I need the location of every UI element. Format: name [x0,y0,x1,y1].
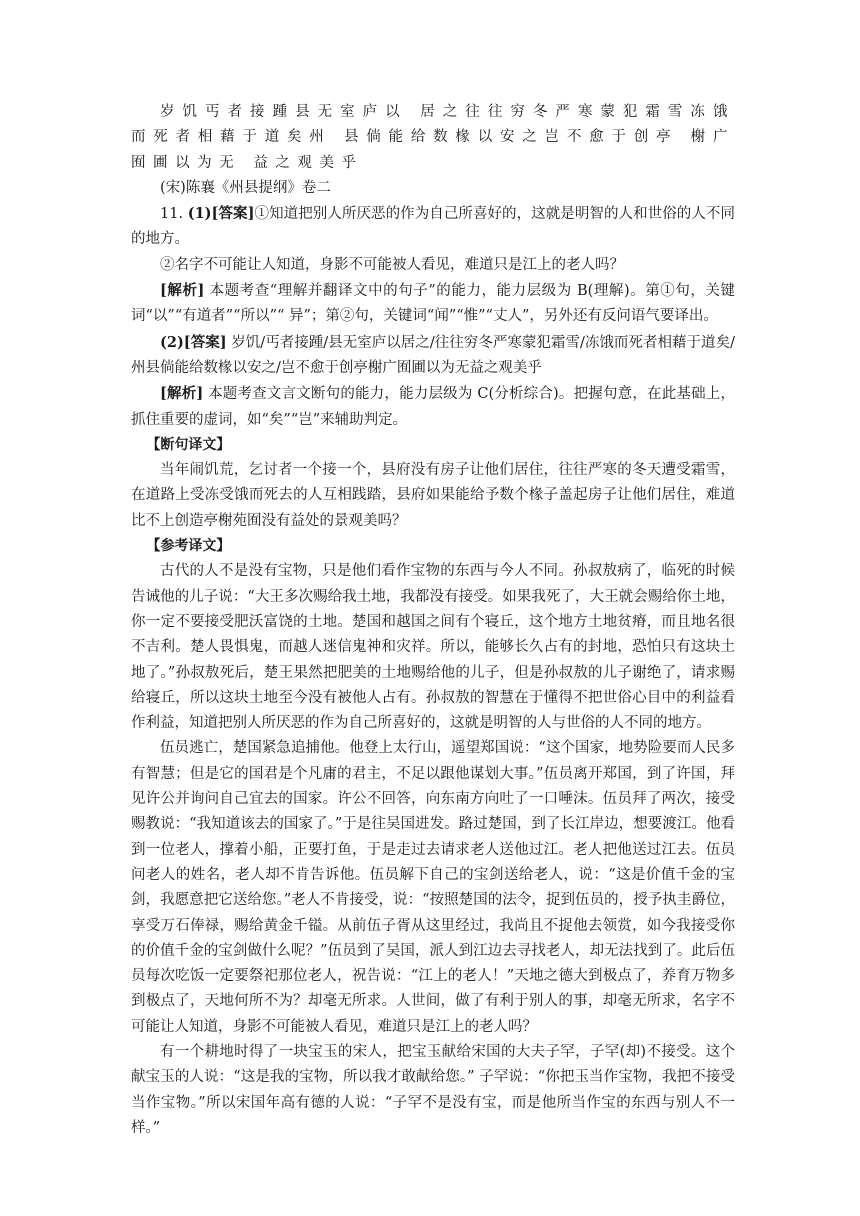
unpunctuated-passage: 岁饥丐者接踵县无室庐以 居之往往穷冬严寒蒙犯霜雪冻饿而死者相藉于道矣州 县倘能给数椽以安之岂不愈于创亭 榭广囿圃以为无 益之观美乎 [131,104,735,171]
reference-translation-para-1: 古代的人不是没有宝物，只是他们看作宝物的东西与今人不同。孙叔敖病了，临死的时候告诫他的儿子说：“大王多次赐给我土地，我都没有接受。如果我死了，大王就会赐给你土地，你一定不要接受肥沃富饶的土地。楚国和越国之间有个寝丘，这个地方土地贫瘠，而且地名很不吉利。楚人畏惧鬼，而越人迷信鬼神和灾祥。所以，能够长久占有的封地，恐怕只有这块土地了。”孙叔敖死后，楚王果然把肥美的土地赐给他的儿子，但是孙叔敖的儿子谢绝了，请求赐给寝丘，所以这块土地至今没有被他人占有。孙叔敖的智慧在于懂得不把世俗心目中的利益看作利益，知道把别人所厌恶的作为自己所喜好的，这就是明智的人与世俗的人不同的地方。 [131,563,735,732]
section-heading-punctuation-translation: 【断句译文】 [146,436,231,453]
reference-translation-para-2: 伍员逃亡，楚国紧急追捕他。他登上太行山，遥望郑国说：“这个国家，地势险要而人民多有智慧；但是它的国君是个凡庸的君主，不足以跟他谋划大事。”伍员离开郑国，到了许国，拜见许公并询问自己宜去的国家。许公不回答，向东南方向吐了一口唾沫。伍员拜了两次，接受赐教说：“我知道该去的国家了。”于是往吴国进发。路过楚国，到了长江岸边，想要渡江。他看到一位老人，撑着小船，正要打鱼，于是走过去请求老人送他过江。老人把他送过江去。伍员问老人的姓名，老人却不肯告诉他。伍员解下自己的宝剑送给老人，说：“这是价值千金的宝剑，我愿意把它送给您。”老人不肯接受，说：“按照楚国的法令，捉到伍员的，授予执圭爵位，享受万石俸禄，赐给黄金千镒。从前伍子胥从这里经过，我尚且不捉他去领赏，如今我接受你的价值千金的宝剑做什么呢？”伍员到了吴国，派人到江边去寻找老人，却无法找到了。此后伍员每次吃饭一定要祭祀那位老人，祝告说：“江上的老人！”天地之德大到极点了，养育万物多到极点了，天地何所不为？却毫无所求。人世间，做了有利于别人的事，却毫无所求，名字不可能让人知道，身影不可能被人看见，难道只是江上的老人吗？ [131,740,735,1035]
q11-answer-1 [131,201,735,253]
question-number: 11. [160,206,184,223]
answer-text: ①知道把别人所厌恶的作为自己所喜好的，这就是明智的人和世俗的人不同的地方。 [131,206,735,248]
q11-answer-2: ②名字不可能让人知道，身影不可能被人看见，难道只是江上的老人吗？ [160,256,624,273]
analysis-tag-2: [解析] [160,385,204,403]
section-heading-reference-translation: 【参考译文】 [146,538,231,555]
analysis-text-2: 本题考查文言文断句的能力，能力层级为 C(分析综合)。把握句意，在此基础上，抓住重要的虚词，如“矣”“岂”来辅助判定。 [131,386,736,428]
reference-translation-para-3: 有一个耕地时得了一块宝玉的宋人，把宝玉献给宋国的大夫子罕，子罕(却)不接受。这个献宝玉的人说：“这是我的宝物，所以我才敢献给您。” 子罕说：“你把玉当作宝物，我把不接受当作宝物。”所以宋国年高有德的人说：“子罕不是没有宝，而是他所当作宝的东西与别人不一样。” [131,1043,735,1136]
q11-analysis-2 [131,381,735,433]
source-citation: (宋)陈襄《州县提纲》卷二 [160,179,331,196]
q11-answer-part2 [131,330,735,382]
answer-tag-2: (2)[答案] [160,333,227,351]
analysis-text: 本题考查“理解并翻译文中的句子”的能力，能力层级为 B(理解)。第①句，关键词“以”“有道者”“所以”“ 异”；第②句，关键词“闻”“惟”“丈人”，另外还有反问语气要译出。 [131,283,735,325]
answer-tag: (1)[答案] [187,205,255,223]
punctuation-translation-text: 当年闹饥荒，乞讨者一个接一个，县府没有房子让他们居住，往往严寒的冬天遭受霜雪，在道路上受冻受饿而死去的人互相践踏，县府如果能给予数个椽子盖起房子让他们居住，难道比不上创造亭榭苑囿没有益处的景观美吗？ [131,462,735,529]
document-page [131,100,735,1141]
answer-text-2: 岁饥/丐者接踵/县无室庐以居之/往往穷冬严寒蒙犯霜雪/冻饿而死者相藉于道矣/州县倘能给数椽以安之/岂不愈于创亭榭广囿圃以为无益之观美乎 [131,334,735,376]
analysis-tag: [解析] [160,282,205,300]
q11-analysis-1 [131,278,735,330]
